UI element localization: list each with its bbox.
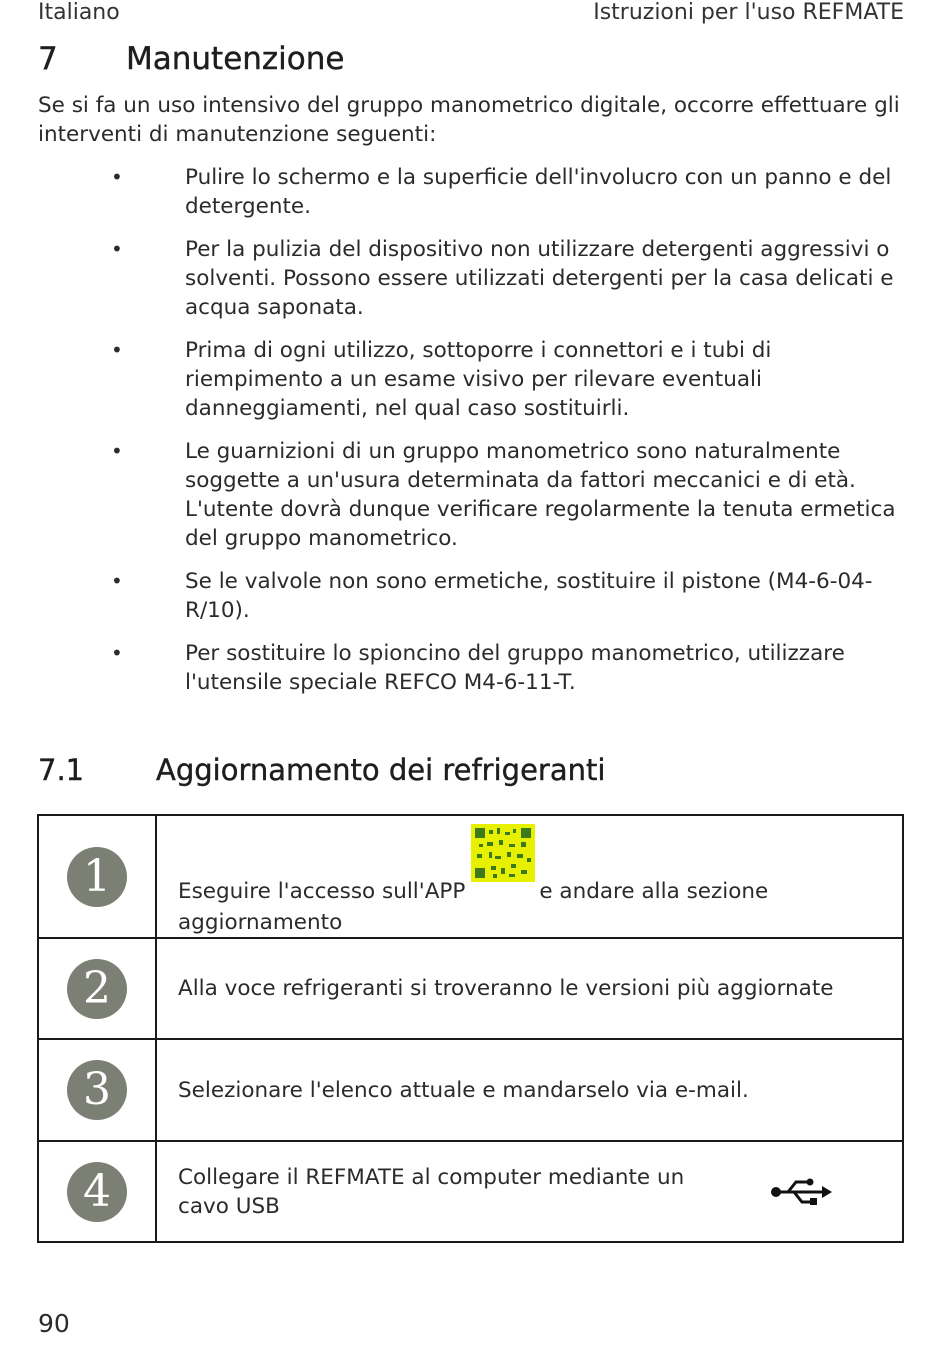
list-item xyxy=(38,639,904,697)
list-item xyxy=(38,235,904,322)
header-language: Italiano xyxy=(38,0,120,25)
step-text-cell xyxy=(156,938,903,1039)
subsection-number: 7.1 xyxy=(38,753,85,787)
step-text: Eseguire l'accesso sull'APP xyxy=(178,879,466,904)
step-row xyxy=(38,1039,903,1141)
bullet-icon: • xyxy=(111,237,123,261)
step-text-cell xyxy=(156,815,903,938)
step-text-continued: e andare alla sezione aggiornamento xyxy=(178,879,769,935)
list-item-text: Prima di ogni utilizzo, sottoporre i connettori e i tubi di riempimento a un esame visivo per rilevare eventuali danneggiamenti, nel qual caso sostituirli. xyxy=(185,338,772,421)
step-text: Collegare il REFMATE al computer mediante un cavo USB xyxy=(178,1164,685,1219)
step-number-cell xyxy=(38,1141,156,1242)
list-item xyxy=(38,336,904,423)
step-number-badge: 3 xyxy=(67,1060,127,1120)
step-text-cell xyxy=(156,1141,903,1242)
section-title: Manutenzione xyxy=(126,41,345,77)
step-number-cell xyxy=(38,1039,156,1141)
subsection-title: Aggiornamento dei refrigeranti xyxy=(156,753,606,787)
step-text-cell xyxy=(156,1039,903,1141)
running-header xyxy=(38,0,904,28)
list-item xyxy=(38,437,904,553)
step-number-cell xyxy=(38,815,156,938)
update-steps-table xyxy=(37,814,904,1243)
step-row xyxy=(38,1141,903,1242)
step-text: Selezionare l'elenco attuale e mandarselo via e-mail. xyxy=(178,1077,749,1103)
list-item-text: Le guarnizioni di un gruppo manometrico sono naturalmente soggette a un'usura determinata da fattori meccanici e di età. L'utente dovrà dunque verificare regolarmente la tenuta ermetica del gruppo manometrico. xyxy=(185,439,896,551)
bullet-icon: • xyxy=(111,338,123,362)
list-item-text: Se le valvole non sono ermetiche, sostituire il pistone (M4-6-04-R/10). xyxy=(185,569,873,623)
step-number-badge: 2 xyxy=(67,959,127,1019)
step-number-badge: 1 xyxy=(67,847,127,907)
list-item-text: Pulire lo schermo e la superficie dell'involucro con un panno e del detergente. xyxy=(185,165,892,219)
list-item xyxy=(38,163,904,221)
bullet-icon: • xyxy=(111,641,123,665)
step-row xyxy=(38,938,903,1039)
step-number-cell xyxy=(38,938,156,1039)
step-number-badge: 4 xyxy=(67,1162,127,1222)
page-number: 90 xyxy=(38,1309,70,1338)
bullet-icon: • xyxy=(111,439,123,463)
step-text: Alla voce refrigeranti si troveranno le versioni più aggiornate xyxy=(178,976,834,1001)
bullet-icon: • xyxy=(111,569,123,593)
list-item-text: Per la pulizia del dispositivo non utilizzare detergenti aggressivi o solventi. Possono essere utilizzati detergenti per la casa delicati e acqua saponata. xyxy=(185,237,894,320)
maintenance-list xyxy=(38,163,904,711)
bullet-icon: • xyxy=(111,165,123,189)
section-intro: Se si fa un uso intensivo del gruppo manometrico digitale, occorre effettuare gli interventi di manutenzione seguenti: xyxy=(38,93,900,147)
step-row xyxy=(38,815,903,938)
qr-app-icon xyxy=(471,824,535,882)
header-manual-title: Istruzioni per l'uso REFMATE xyxy=(593,0,904,25)
section-number: 7 xyxy=(38,41,58,77)
list-item-text: Per sostituire lo spioncino del gruppo manometrico, utilizzare l'utensile speciale REFCO M4-6-11-T. xyxy=(185,641,845,695)
list-item xyxy=(38,567,904,625)
usb-icon xyxy=(770,1176,834,1208)
